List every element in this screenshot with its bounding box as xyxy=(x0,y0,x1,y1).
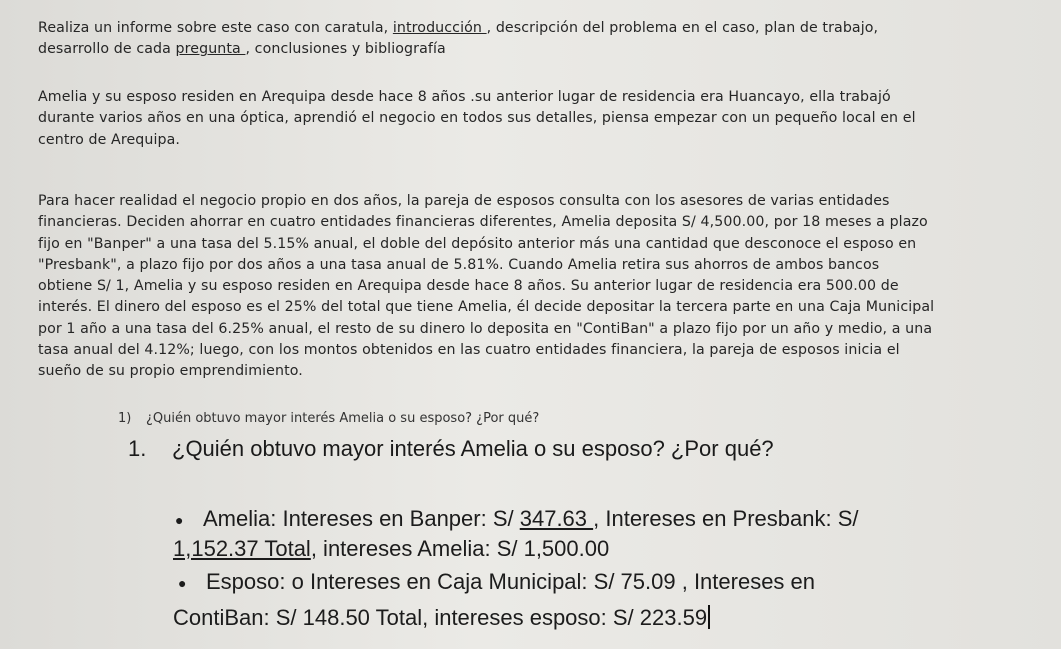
underlined-presbank-total: 1,152.37 Total xyxy=(173,536,311,561)
answer-text: Esposo: o Intereses en Caja Municipal: S/ 75.09 , Intereses en xyxy=(206,569,816,594)
instructions-text: , conclusiones y bibliografía xyxy=(245,41,446,58)
underlined-banper-interest: 347.63 xyxy=(519,506,594,531)
instructions-text: desarrollo de cada xyxy=(38,41,176,58)
answer-text: ContiBan: S/ 148.50 Total, intereses esposo: S/ 223.59 xyxy=(173,605,708,630)
assignment-instructions xyxy=(38,18,1038,61)
text-line: centro de Arequipa. xyxy=(38,131,181,148)
question-number: 1) xyxy=(118,411,132,426)
answer-text: , intereses Amelia: S/ 1,500.00 xyxy=(310,536,610,561)
text-line: tasa anual del 4.12%; luego, con los montos obtenidos en las cuatro entidades financiera, la pareja de esposos inicia el xyxy=(38,342,900,359)
text-line: durante varios años en una óptica, aprendió el negocio en todos sus detalles, piensa empezar con un pequeño local en el xyxy=(38,110,916,127)
text-line: Amelia y su esposo residen en Arequipa desde hace 8 años .su anterior lugar de residencia era Huancayo, ella trabajó xyxy=(38,89,891,105)
text-cursor xyxy=(708,605,710,629)
answer-amelia-line xyxy=(175,504,859,535)
case-paragraph-residence xyxy=(38,87,1038,151)
text-line: interés. El dinero del esposo es el 25% del total que tiene Amelia, él decide depositar la tercera parte en una Caja Municipal xyxy=(38,299,935,316)
answer-esposo-line xyxy=(178,567,815,598)
text-line: obtiene S/ 1, Amelia y su esposo residen en Arequipa desde hace 8 años. Su anterior lugar de residencia era 500.00 de xyxy=(38,278,899,295)
question-typed xyxy=(128,436,774,462)
text-line: sueño de su propio emprendimiento. xyxy=(38,363,303,380)
text-line: financieras. Deciden ahorrar en cuatro entidades financieras diferentes, Amelia deposita S/ 4,500.00, por 18 meses a plazo xyxy=(38,214,928,231)
answer-amelia-continued xyxy=(173,534,609,564)
text-line: fijo en "Banper" a una tasa del 5.15% anual, el doble del depósito anterior más una cantidad que desconoce el esposo en xyxy=(38,235,917,252)
instructions-text: , descripción del problema en el caso, plan de trabajo, xyxy=(486,20,879,36)
bullet-icon: ● xyxy=(178,575,187,592)
answer-text: , Intereses en Presbank: S/ xyxy=(593,506,859,531)
underlined-introduccion: introducción xyxy=(392,20,487,36)
question-text: ¿Quién obtuvo mayor interés Amelia o su esposo? ¿Por qué? xyxy=(172,436,774,461)
text-line: Para hacer realidad el negocio propio en dos años, la pareja de esposos consulta con los asesores de varias entidades xyxy=(38,193,890,209)
question-number: 1. xyxy=(128,436,147,461)
underlined-pregunta: pregunta xyxy=(175,41,246,58)
question-text: ¿Quién obtuvo mayor interés Amelia o su esposo? ¿Por qué? xyxy=(146,411,540,426)
answer-text: Amelia: Intereses en Banper: S/ xyxy=(203,506,520,531)
text-line: por 1 año a una tasa del 6.25% anual, el resto de su dinero lo deposita en "ContiBan" a plazo fijo por un año y medio, a una xyxy=(38,320,933,337)
question-printed xyxy=(118,411,539,426)
text-line: "Presbank", a plazo fijo por dos años a una tasa anual de 5.81%. Cuando Amelia retira sus ahorros de ambos bancos xyxy=(38,256,880,273)
answer-esposo-continued xyxy=(173,603,710,633)
bullet-icon: ● xyxy=(175,512,184,529)
instructions-text: Realiza un informe sobre este caso con caratula, xyxy=(38,20,393,36)
case-paragraph-savings xyxy=(38,191,1038,383)
